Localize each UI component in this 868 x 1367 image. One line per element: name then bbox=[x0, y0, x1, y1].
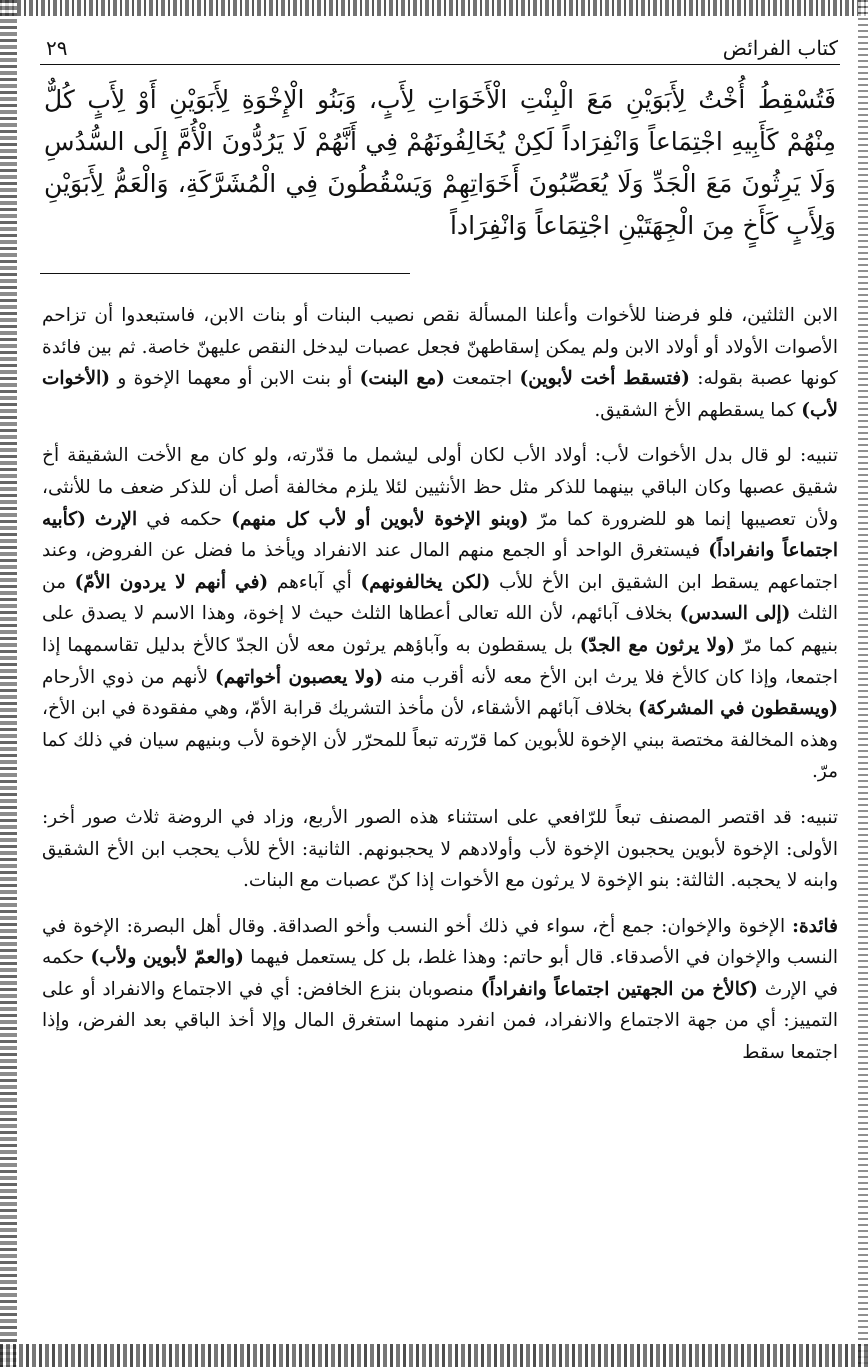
footnote-divider bbox=[40, 273, 410, 274]
running-header bbox=[40, 24, 840, 65]
commentary-paragraph-3: تنبيه: قد اقتصر المصنف تبعاً للرّافعي على استثناء هذه الصور الأربع، وزاد في الروضة ثلاث صور أخر: الأولى: الإخوة لأبوين يحجبون الإخوة لأب وأولادهم لا يحجبونهم. الثانية: الأخ للأب يحجب ابن الأخ الشقيق وابنه لا يحجبه. الثالثة: بنو الإخوة لا يرثون مع الأخوات إذا كنّ عصبات مع البنات. bbox=[42, 806, 838, 892]
right-ornamental-border bbox=[858, 0, 868, 1367]
book-page bbox=[40, 24, 840, 1334]
commentary-paragraph-2: تنبيه: لو قال بدل الأخوات لأب: أولاد الأب لكان أولى ليشمل ما قدّرته، ولو كان مع الأخت الشقيقة أخ شقيق عصبها وكان الباقي بينهما للذكر مثل حظ الأنثيين لئلا يلزم مخالفة أصل أن للذكر ضعف ما للأنثى، ولأن تعصيبها إنما هو للضرورة كما مرّ (وبنو الإخوة لأبوين أو لأب كل منهم) حكمه في الإرث (كأبيه اجتماعاً وانفراداً) فيستغرق الواحد أو الجمع منهم المال عند الانفراد ويأخذ ما فضل عن الفروض، وعند اجتماعهم يسقط ابن الشقيق ابن الأخ للأب (لكن يخالفونهم) أي آباءهم (في أنهم لا يردون الأمّ) من الثلث (إلى السدس) بخلاف آبائهم، لأن الله تعالى أعطاها الثلث حيث لا إخوة، وهذا الاسم لا يصدق على بنيهم كما مرّ (ولا يرثون مع الجدّ) بل يسقطون به وآباؤهم يرثون معه لأن الجدّ كالأخ بدليل تقاسمهما إذا اجتمعا، وإذا كان كالأخ فلا يرث ابن الأخ معه لأنه أقرب منه (ولا يعصبون أخواتهم) لأنهم من ذوي الأرحام (ويسقطون في المشركة) بخلاف آبائهم الأشقاء، لأن مأخذ التشريك قرابة الأمّ، وهي مفقودة في ابن الأخ، وهذه المخالفة مختصة ببني الإخوة للأبوين كما قرّرته تبعاً للمحرّر لأن الإخوة لأب وبنيهم سيان في ذلك كما مرّ. bbox=[42, 445, 839, 783]
top-ornamental-border bbox=[0, 0, 868, 16]
commentary-paragraph-4: فائدة: الإخوة والإخوان: جمع أخ، سواء في ذلك أخو النسب وأخو الصداقة. وقال أهل البصرة: الإخوة في النسب والإخوان في الأصدقاء. قال أبو حاتم: وهذا غلط، بل كل يستعمل فيهما (والعمّ لأبوين ولأب) حكمه في الإرث (كالأخ من الجهتين اجتماعاً وانفراداً) منصوبان بنزع الخافض: أي في الاجتماع والانفراد أو على التمييز: أي من جهة الاجتماع والانفراد، فمن انفرد منهما استغرق المال وإلا أخذ الباقي بعد الفرض، وإذا اجتمعا سقط bbox=[42, 915, 838, 1064]
chapter-title: كتاب الفرائض bbox=[722, 36, 838, 60]
bottom-ornamental-border bbox=[0, 1344, 868, 1367]
page-number: ٢٩ bbox=[46, 36, 68, 60]
commentary bbox=[40, 300, 840, 1069]
main-text: فَتُسْقِطُ أُخْتُ لِأَبَوَيْنِ مَعَ الْبِنْتِ الْأَخَوَاتِ لِأَبٍ، وَبَنُو الْإِخْوَةِ لِأَبَوَيْنِ أَوْ لِأَبٍ كُلٌّ مِنْهُمْ كَأَبِيهِ اجْتِمَاعاً وَانْفِرَاداً لَكِنْ يُخَالِفُونَهُمْ فِي أَنَّهُمْ لَا يَرُدُّونَ الْأُمَّ إِلَى السُّدُسِ وَلَا يَرِثُونَ مَعَ الْجَدِّ وَلَا يُعَصِّبُونَ أَخَوَاتِهِمْ وَيَسْقُطُونَ فِي الْمُشَرَّكَةِ، وَالْعَمُّ لِأَبَوَيْنِ وَلِأَبٍ كَأَخٍ مِنَ الْجِهَتَيْنِ اجْتِمَاعاً وَانْفِرَاداً bbox=[44, 85, 836, 240]
commentary-paragraph-1: الابن الثلثين، فلو فرضنا للأخوات وأعلنا المسألة نقص نصيب البنات أو بنات الابن، فاستبعدوا أن تزاحم الأصوات الأولاد أو أولاد الابن ولم يمكن إسقاطهنّ فجعل عصبات ليدخل النقص عليهنّ خاصة. ثم بين فائدة كونها عصبة بقوله: (فتسقط أخت لأبوين) اجتمعت (مع البنت) أو بنت الابن أو معهما الإخوة و (الأخوات لأب) كما يسقطهم الأخ الشقيق. bbox=[42, 305, 838, 421]
left-ornamental-border bbox=[0, 0, 17, 1367]
